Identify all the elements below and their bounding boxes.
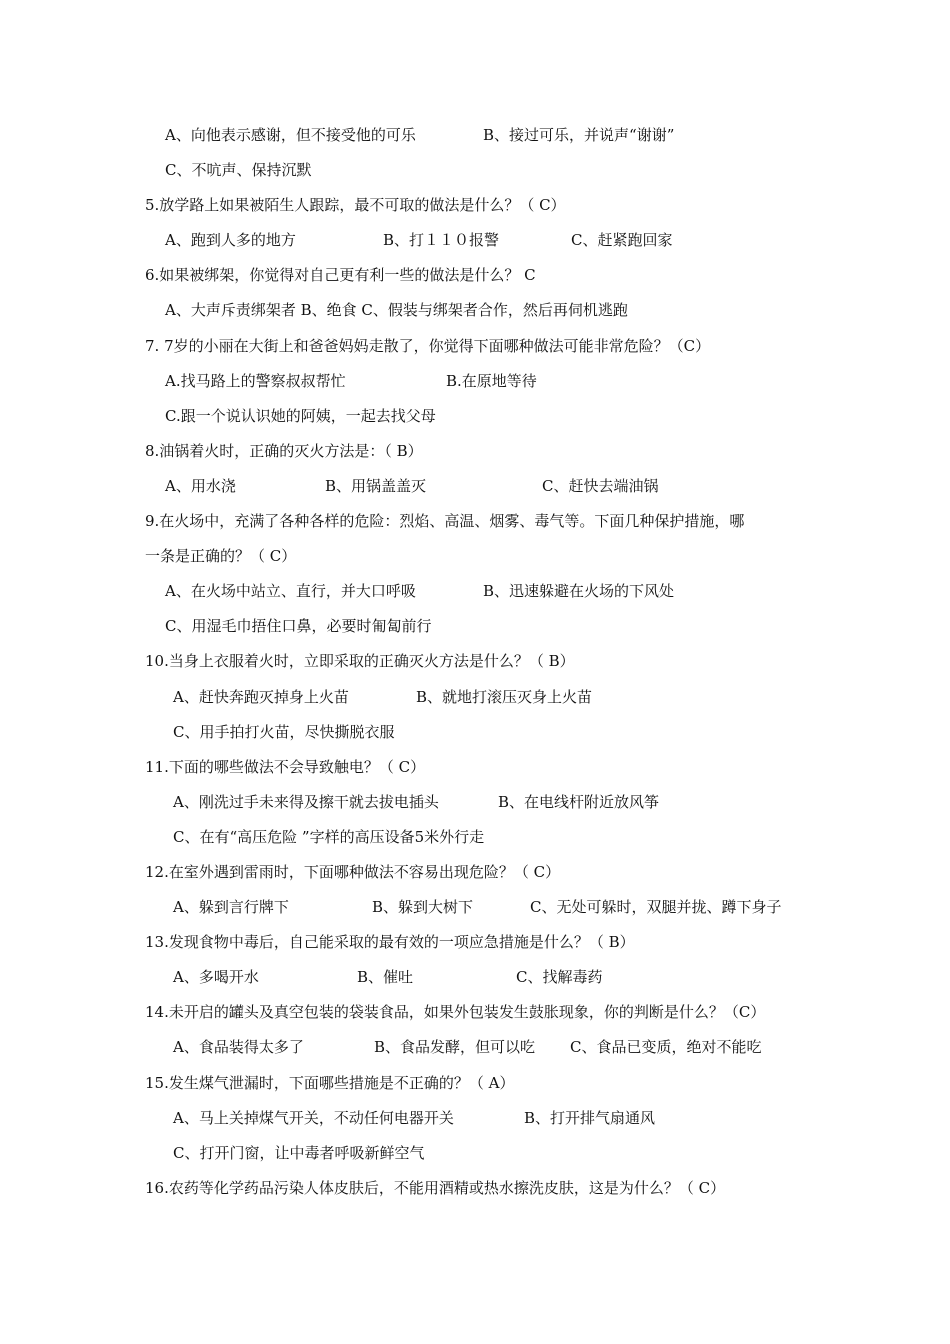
answer-options	[145, 680, 825, 715]
option-choice: B、用锅盖盖灭	[325, 476, 427, 495]
option-choice: B、催吐	[357, 968, 414, 987]
answer-options	[145, 785, 825, 820]
question-text	[145, 504, 825, 539]
question-line: 14.未开启的罐头及真空包装的袋装食品，如果外包装发生鼓胀现象，你的判断是什么？（C）	[145, 1003, 766, 1022]
quiz-content	[145, 118, 825, 1206]
question-line: 一条是正确的？（ C）	[145, 547, 297, 566]
question-line: 16.农药等化学药品污染人体皮肤后，不能用酒精或热水擦洗皮肤，这是为什么？（ C）	[145, 1178, 726, 1197]
option-choice: C.跟一个说认识她的阿姨，一起去找父母	[165, 406, 436, 425]
option-choice: C、赶快去端油锅	[542, 476, 659, 495]
option-choice: A、赶快奔跑灭掉身上火苗	[173, 687, 349, 706]
option-choice: B.在原地等待	[446, 371, 537, 390]
question-line: 11.下面的哪些做法不会导致触电？（ C）	[145, 757, 426, 776]
answer-options	[145, 609, 825, 644]
question-line: 7. 7岁的小丽在大街上和爸爸妈妈走散了，你觉得下面哪种做法可能非常危险？（C）	[145, 336, 711, 355]
question-line: 15.发生煤气泄漏时，下面哪些措施是不正确的？（ A）	[145, 1073, 515, 1092]
answer-options	[145, 960, 825, 995]
question-line: 9.在火场中，充满了各种各样的危险：烈焰、高温、烟雾、毒气等。下面几种保护措施，哪	[145, 512, 745, 531]
question-text	[145, 258, 825, 293]
option-choice: B、接过可乐，并说声“谢谢”	[483, 126, 675, 144]
answer-options	[145, 1136, 825, 1171]
option-choice: C、打开门窗，让中毒者呼吸新鲜空气	[173, 1143, 425, 1162]
answer-options	[145, 1030, 825, 1065]
answer-options	[145, 364, 825, 399]
option-choice: A、躲到言行牌下	[173, 898, 289, 917]
option-choice: C、用手拍打火苗，尽快撕脱衣服	[173, 722, 395, 741]
option-choice: B、食品发酵，但可以吃	[374, 1038, 536, 1057]
option-choice: C、用湿毛巾捂住口鼻，必要时匍匐前行	[165, 617, 432, 636]
option-choice: A、多喝开水	[173, 968, 259, 987]
question-text	[145, 644, 825, 679]
option-choice: A、马上关掉煤气开关，不动任何电器开关	[173, 1108, 454, 1127]
answer-options	[145, 399, 825, 434]
question-text	[145, 1066, 825, 1101]
option-choice: B、躲到大树下	[372, 898, 474, 917]
option-choice: A、刚洗过手未来得及擦干就去拔电插头	[173, 792, 439, 811]
option-choice: C、不吭声、保持沉默	[165, 161, 312, 180]
option-choice: C、找解毒药	[516, 968, 603, 987]
question-text	[145, 925, 825, 960]
option-choice: A、跑到人多的地方	[165, 231, 296, 250]
option-choice: C、赶紧跑回家	[571, 231, 673, 250]
question-text	[145, 855, 825, 890]
answer-options	[145, 223, 825, 258]
answer-options	[145, 890, 825, 925]
answer-options	[145, 574, 825, 609]
answer-options	[145, 153, 825, 188]
question-line: 13.发现食物中毒后，自己能采取的最有效的一项应急措施是什么？（ B）	[145, 933, 635, 952]
option-choice: C、无处可躲时，双腿并拢、蹲下身子	[530, 898, 782, 917]
answer-options	[145, 715, 825, 750]
answer-options	[145, 469, 825, 504]
question-text	[145, 539, 825, 574]
option-choice: A.找马路上的警察叔叔帮忙	[165, 371, 346, 390]
question-line: 8.油锅着火时，正确的灭火方法是：（ B）	[145, 441, 423, 460]
question-text	[145, 188, 825, 223]
option-choice: B、迅速躲避在火场的下风处	[483, 582, 675, 601]
option-choice: B、打开排气扇通风	[524, 1108, 656, 1127]
question-text	[145, 434, 825, 469]
question-text	[145, 750, 825, 785]
option-choice: A、食品装得太多了	[173, 1038, 304, 1057]
option-choice: A、在火场中站立、直行，并大口呼吸	[165, 582, 416, 601]
answer-options	[145, 118, 825, 153]
option-choice: B、在电线杆附近放风筝	[498, 792, 660, 811]
option-choice: A、大声斥责绑架者 B、绝食 C、假装与绑架者合作，然后再伺机逃跑	[165, 301, 628, 320]
option-choice: C、在有“高压危险 ”字样的高压设备5米外行走	[173, 827, 485, 846]
answer-options	[145, 820, 825, 855]
answer-options	[145, 293, 825, 328]
question-line: 5.放学路上如果被陌生人跟踪，最不可取的做法是什么？（ C）	[145, 196, 566, 215]
question-line: 12.在室外遇到雷雨时，下面哪种做法不容易出现危险？（ C）	[145, 862, 561, 881]
option-choice: A、向他表示感谢，但不接受他的可乐	[165, 126, 416, 144]
option-choice: A、用水浇	[165, 476, 236, 495]
question-text	[145, 329, 825, 364]
question-line: 6.如果被绑架，你觉得对自己更有利一些的做法是什么？ C	[145, 266, 536, 285]
option-choice: C、食品已变质，绝对不能吃	[570, 1038, 762, 1057]
question-line: 10.当身上衣服着火时，立即采取的正确灭火方法是什么？（ B）	[145, 652, 575, 671]
option-choice: B、就地打滚压灭身上火苗	[416, 687, 593, 706]
option-choice: B、打１１０报警	[383, 231, 500, 250]
question-text	[145, 1171, 825, 1206]
answer-options	[145, 1101, 825, 1136]
question-text	[145, 995, 825, 1030]
